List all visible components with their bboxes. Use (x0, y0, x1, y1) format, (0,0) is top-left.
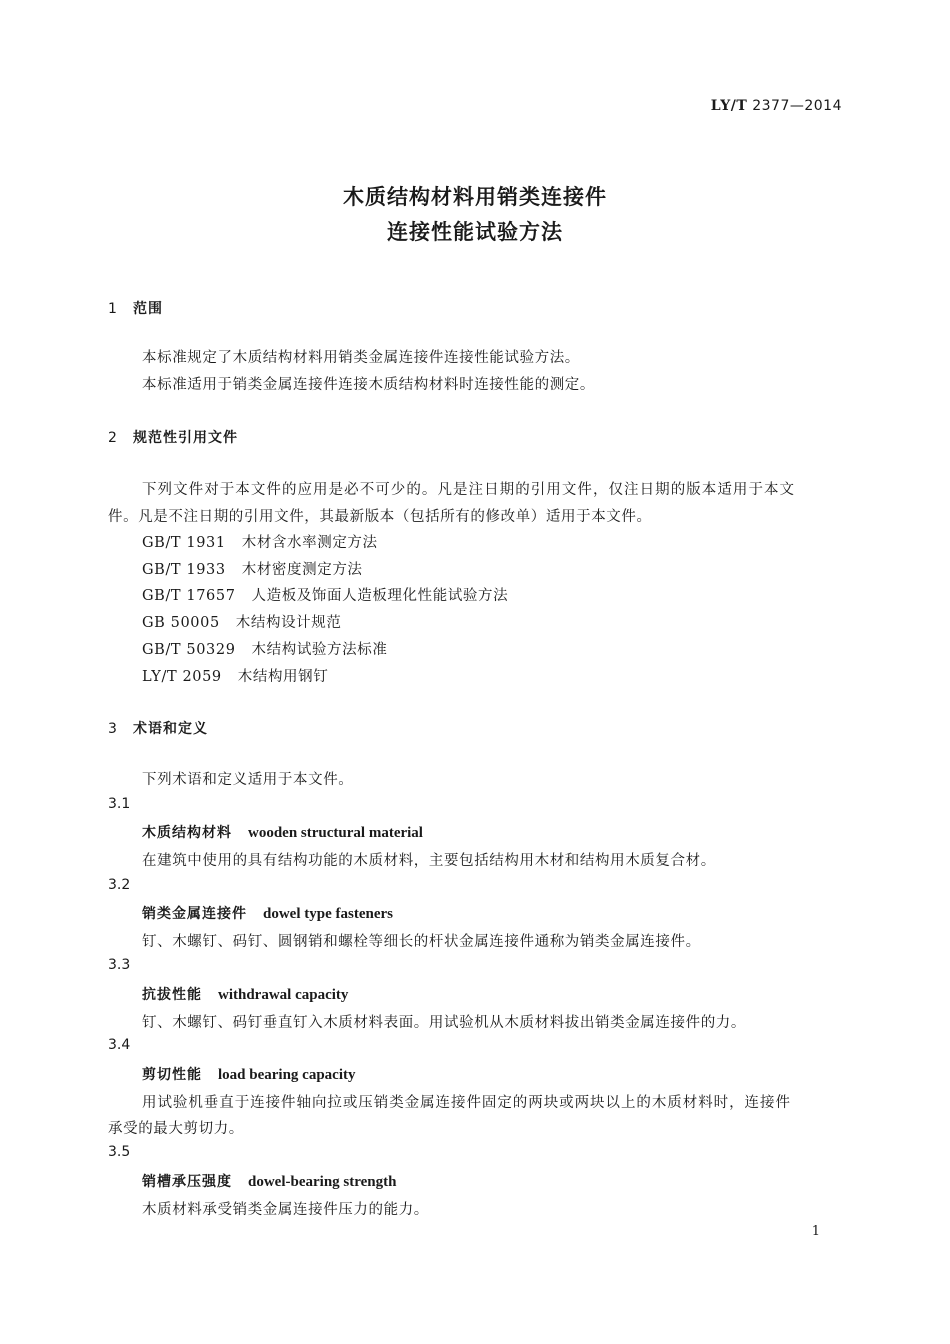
reference-item (142, 531, 378, 552)
reference-title: 木结构用钢钉 (237, 669, 329, 685)
term-definition-continued: 承受的最大剪切力。 (108, 1121, 244, 1137)
reference-item (142, 584, 508, 605)
reference-code: GB 50005 (142, 615, 220, 631)
section-number: 2 (108, 430, 118, 446)
term-number: 3.1 (108, 796, 131, 812)
term-definition: 在建筑中使用的具有结构功能的木质材料，主要包括结构用木材和结构用木质复合材。 (142, 853, 716, 869)
term-definition: 钉、木螺钉、码钉垂直钉入木质材料表面。用试验机从木质材料拔出销类金属连接件的力。 (142, 1015, 746, 1031)
term-heading (142, 822, 423, 842)
section-title: 术语和定义 (133, 721, 208, 737)
term-chinese: 抗拔性能 (142, 987, 202, 1003)
reference-code: GB/T 1933 (142, 562, 226, 578)
section-heading-terms (108, 718, 208, 738)
scope-paragraph-2: 本标准适用于销类金属连接件连接木质结构材料时连接性能的测定。 (142, 377, 595, 393)
page-number: 1 (811, 1224, 820, 1239)
normative-intro-line2: 件。凡是不注日期的引用文件，其最新版本（包括所有的修改单）适用于本文件。 (108, 509, 652, 525)
term-english: wooden structural material (248, 825, 423, 841)
reference-item (142, 558, 363, 579)
term-chinese: 销类金属连接件 (142, 906, 247, 922)
term-heading (142, 1064, 356, 1084)
term-chinese: 剪切性能 (142, 1067, 202, 1083)
term-english: dowel type fasteners (263, 906, 393, 922)
term-definition: 木质材料承受销类金属连接件压力的能力。 (142, 1202, 429, 1218)
document-title-line2: 连接性能试验方法 (387, 220, 563, 244)
term-chinese: 木质结构材料 (142, 825, 232, 841)
term-number: 3.3 (108, 957, 131, 973)
term-chinese: 销槽承压强度 (142, 1174, 232, 1190)
scope-paragraph-1: 本标准规定了木质结构材料用销类金属连接件连接性能试验方法。 (142, 350, 580, 366)
reference-item (142, 665, 328, 686)
terms-intro: 下列术语和定义适用于本文件。 (142, 772, 354, 788)
reference-title: 木材含水率测定方法 (241, 535, 378, 551)
reference-title: 木结构试验方法标准 (251, 642, 388, 658)
reference-item (142, 638, 387, 659)
section-heading-normative (108, 427, 238, 447)
section-heading-scope (108, 298, 163, 318)
term-heading (142, 984, 348, 1004)
term-number: 3.5 (108, 1144, 131, 1160)
section-title: 范围 (133, 301, 163, 317)
reference-code: GB/T 17657 (142, 588, 236, 604)
reference-code: GB/T 50329 (142, 642, 236, 658)
reference-title: 木材密度测定方法 (241, 562, 363, 578)
reference-code: GB/T 1931 (142, 535, 226, 551)
reference-code: LY/T 2059 (142, 669, 222, 685)
section-number: 3 (108, 721, 118, 737)
term-english: load bearing capacity (218, 1067, 356, 1083)
section-number: 1 (108, 301, 118, 317)
term-heading (142, 903, 393, 923)
document-title-line1: 木质结构材料用销类连接件 (343, 185, 607, 209)
term-number: 3.4 (108, 1037, 131, 1053)
section-title: 规范性引用文件 (133, 430, 238, 446)
term-number: 3.2 (108, 877, 131, 893)
reference-title: 人造板及饰面人造板理化性能试验方法 (251, 588, 509, 604)
term-heading (142, 1171, 396, 1191)
reference-title: 木结构设计规范 (235, 615, 342, 631)
standard-code-number: 2377—2014 (752, 98, 842, 114)
term-english: dowel-bearing strength (248, 1174, 397, 1190)
standard-code (711, 98, 842, 114)
standard-code-prefix: LY/T (710, 98, 748, 114)
normative-intro-line1: 下列文件对于本文件的应用是必不可少的。凡是注日期的引用文件，仅注日期的版本适用于本文 (142, 482, 796, 498)
term-definition: 用试验机垂直于连接件轴向拉或压销类金属连接件固定的两块或两块以上的木质材料时，连接件 (142, 1095, 791, 1111)
term-english: withdrawal capacity (218, 987, 349, 1003)
term-definition: 钉、木螺钉、码钉、圆钢销和螺栓等细长的杆状金属连接件通称为销类金属连接件。 (142, 934, 701, 950)
reference-item (142, 611, 341, 632)
